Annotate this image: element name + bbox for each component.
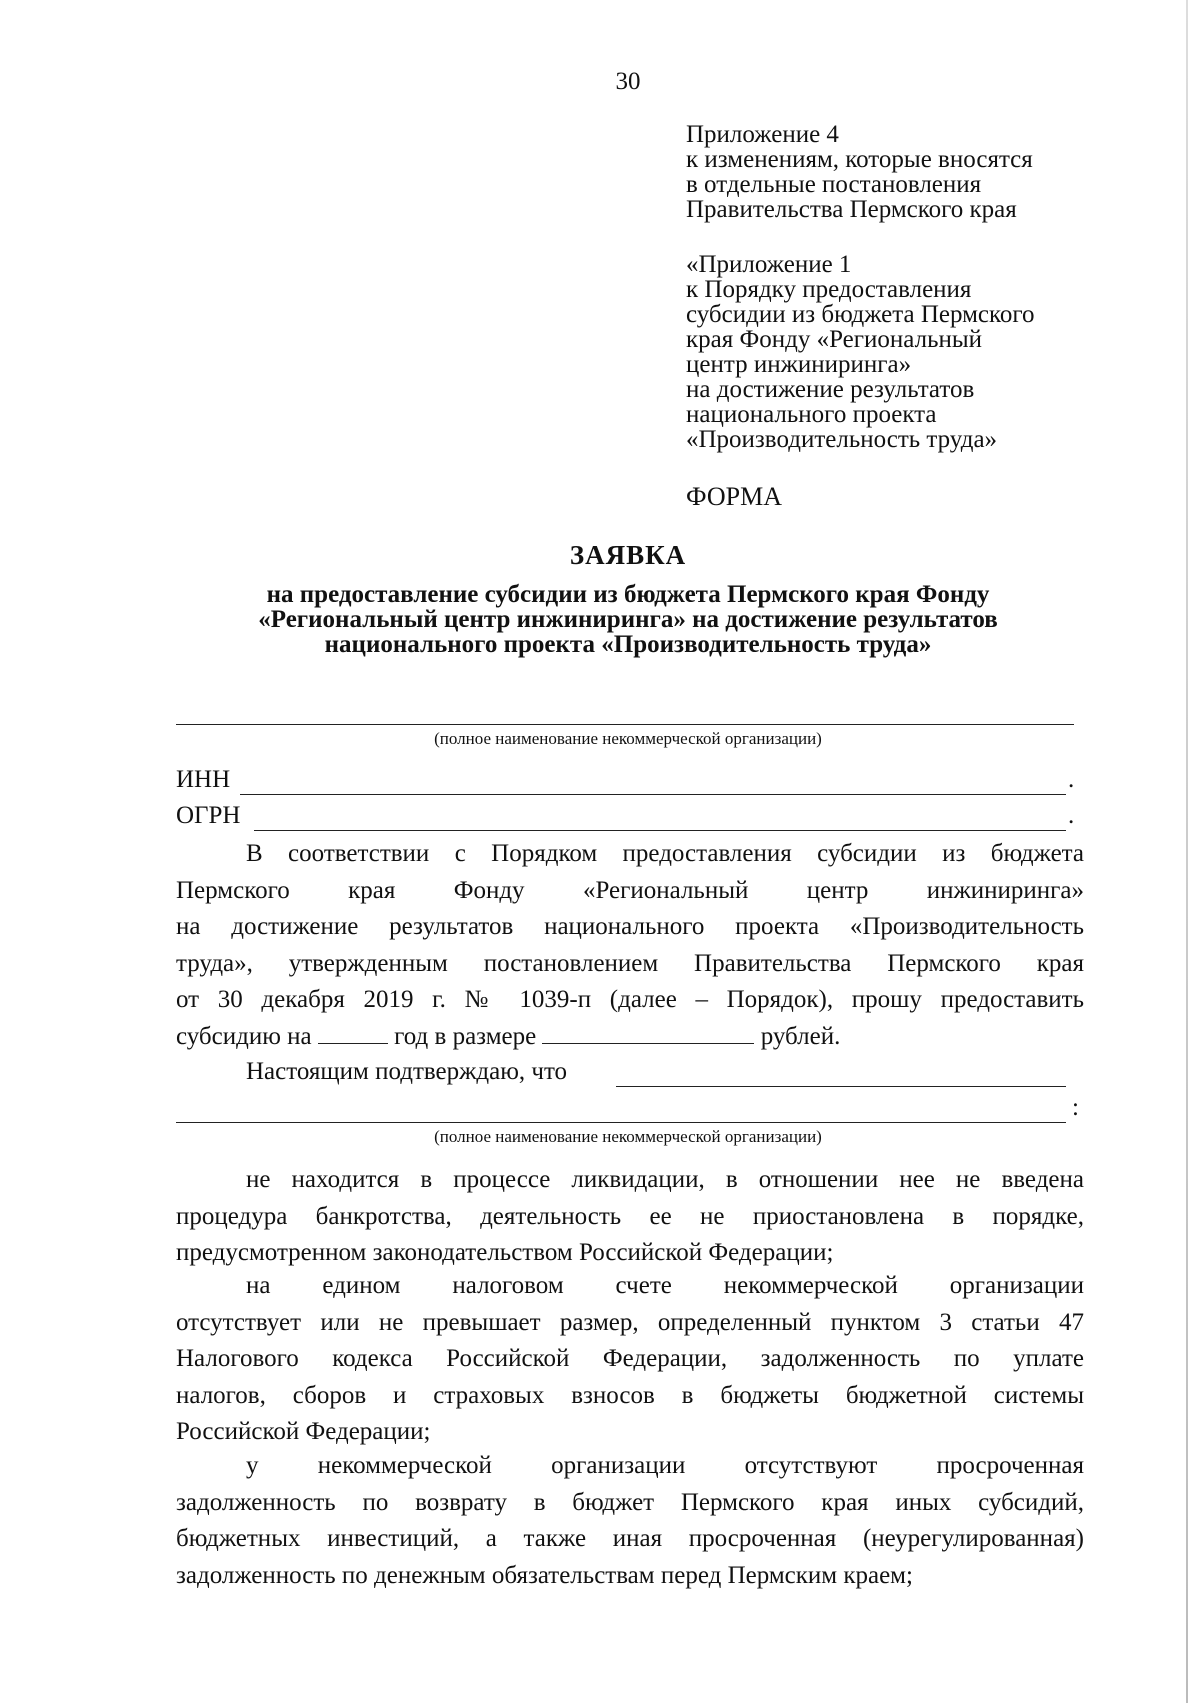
clause-line: задолженность по денежным обязательствам перед Пермским краем; — [176, 1561, 913, 1589]
ogrn-label: ОГРН — [176, 802, 241, 829]
clause-line: отсутствует или не превышает размер, определенный пунктом 3 статьи 47 — [176, 1308, 1084, 1336]
clause-line: не находится в процессе ликвидации, в отношении нее не введена — [246, 1166, 1084, 1193]
clause-line: Российской Федерации; — [176, 1418, 431, 1445]
subtitle-line: национального проекта «Производительность труда» — [324, 631, 932, 658]
clause-line: бюджетных инвестиций, а также иная просроченная (неурегулированная) — [176, 1525, 1084, 1552]
request-line: от 30 декабря 2019 г. № 1039-п (далее – Порядок), прошу предоставить — [176, 986, 1084, 1013]
ogrn-field-line[interactable] — [254, 830, 1066, 831]
clause-line: Налогового кодекса Российской Федерации, задолженность по уплате — [176, 1345, 1084, 1372]
org-name-caption: (полное наименование некоммерческой организации) — [434, 729, 822, 748]
confirm-label: Настоящим подтверждаю, что — [246, 1058, 568, 1085]
scan-edge — [1186, 0, 1188, 1703]
subsidy-for-label: субсидию на — [176, 1022, 312, 1050]
annex-4-line: к изменениям, которые вносятся — [686, 146, 1033, 173]
amount-field[interactable] — [542, 1021, 754, 1044]
confirm-colon: : — [1072, 1094, 1079, 1121]
clause-line: у некоммерческой организации отсутствуют просроченная — [246, 1452, 1084, 1479]
annex-4-line: Правительства Пермского края — [686, 196, 1017, 223]
clause-line: на едином налоговом счете некоммерческой организации — [246, 1272, 1084, 1299]
clause-line: процедура банкротства, деятельность ее не приостановлена в порядке, — [176, 1202, 1084, 1230]
annex-1-line: «Приложение 1 — [686, 251, 852, 278]
annex-1-line: к Порядку предоставления — [686, 276, 972, 303]
request-line: на достижение результатов национального проекта «Производительность — [176, 913, 1084, 940]
document-subtitle — [176, 582, 1080, 657]
clause-liquidation — [176, 1162, 1084, 1272]
clause-tax-debt — [176, 1268, 1084, 1451]
request-line: Пермского края Фонду «Региональный центр инжиниринга» — [176, 876, 1084, 904]
request-paragraph — [176, 836, 1084, 1055]
inn-field-line[interactable] — [240, 794, 1066, 795]
confirm-org-caption: (полное наименование некоммерческой организации) — [434, 1127, 822, 1146]
annex-1-line: национального проекта — [686, 401, 937, 428]
request-amount-line — [176, 1019, 1084, 1056]
annex-4-header — [686, 122, 1106, 222]
ogrn-period: . — [1068, 802, 1075, 829]
inn-period: . — [1068, 766, 1075, 793]
document-title: ЗАЯВКА — [569, 540, 687, 570]
page-number: 30 — [615, 68, 641, 95]
clause-line: предусмотренном законодательством Российской Федерации; — [176, 1239, 834, 1266]
annex-4-line: в отдельные постановления — [686, 171, 982, 198]
inn-label: ИНН — [176, 766, 231, 793]
subtitle-line: на предоставление субсидии из бюджета Пермского края Фонду — [266, 581, 990, 608]
annex-1-line: субсидии из бюджета Пермского — [686, 301, 1035, 328]
subtitle-line: «Региональный центр инжиниринга» на достижение результатов — [258, 606, 998, 633]
clause-line: налогов, сборов и страховых взносов в бюджеты бюджетной системы — [176, 1381, 1084, 1409]
confirm-org-field-line-2[interactable] — [176, 1122, 1066, 1123]
annex-1-line: края Фонду «Региональный — [686, 326, 983, 353]
clause-overdue-debt — [176, 1448, 1084, 1594]
annex-4-line: Приложение 4 — [686, 121, 839, 148]
year-amount-label: год в размере — [394, 1022, 537, 1050]
request-line: труда», утвержденным постановлением Правительства Пермского края — [176, 949, 1084, 977]
annex-1-line: на достижение результатов — [686, 376, 975, 403]
year-field[interactable] — [318, 1021, 388, 1044]
annex-1-line: центр инжиниринга» — [686, 351, 912, 378]
confirm-org-field-line-1[interactable] — [616, 1086, 1066, 1087]
annex-1-header — [686, 252, 1106, 452]
org-name-field-line[interactable] — [176, 724, 1074, 725]
request-line: В соответствии с Порядком предоставления субсидии из бюджета — [246, 840, 1084, 867]
form-label: ФОРМА — [686, 482, 782, 511]
clause-line: задолженность по возврату в бюджет Пермского края иных субсидий, — [176, 1488, 1084, 1516]
rubles-label: рублей. — [760, 1022, 841, 1050]
annex-1-line: «Производительность труда» — [686, 426, 998, 453]
